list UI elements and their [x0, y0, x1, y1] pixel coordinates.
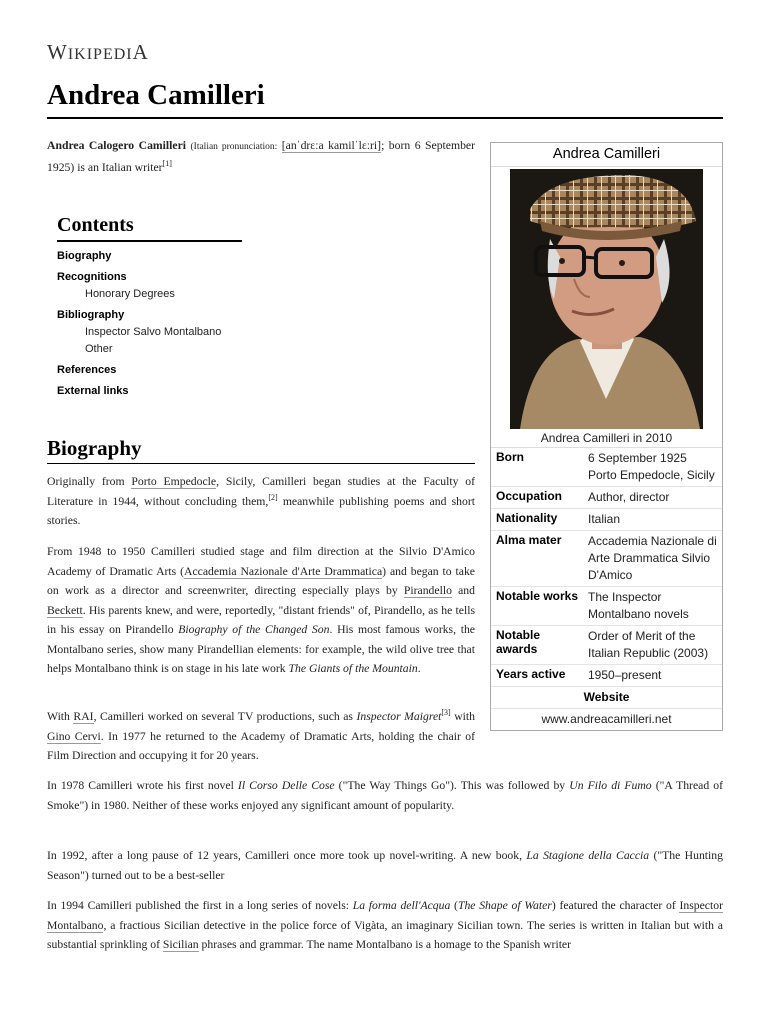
- infobox-value: Italian: [588, 512, 621, 526]
- toc-item-inspector-montalbano[interactable]: Inspector Salvo Montalbano: [85, 326, 222, 338]
- work-title: La Stagione della Caccia: [526, 849, 650, 862]
- toc-item-references[interactable]: References: [57, 364, 117, 376]
- text: ) and began to take on work as a director and screenwriter, directing especially plays by: [47, 564, 475, 597]
- infobox-value: 1950–present: [588, 668, 662, 682]
- biography-paragraph-4: [47, 776, 723, 815]
- infobox-title: Andrea Camilleri: [491, 143, 722, 167]
- infobox-label: Alma mater: [496, 533, 562, 547]
- pronunciation-label: (Italian pronunciation:: [190, 142, 278, 152]
- reference-link[interactable]: [2]: [268, 492, 278, 502]
- text: with: [450, 710, 475, 723]
- table-of-contents: [57, 214, 287, 400]
- text: . His most famous works, the Montalbano series, show many Pirandellian elements: for example, the wild olive tree that helps Montalbano think is on stage in his late work: [47, 623, 475, 675]
- intro-paragraph: [47, 136, 475, 177]
- infobox-row-occupation: [491, 487, 722, 509]
- toc-item-bibliography[interactable]: Bibliography: [57, 309, 125, 321]
- link-inspector-montalbano[interactable]: Inspector Montalbano: [47, 899, 723, 932]
- infobox-value: 6 September 1925 Porto Empedocle, Sicily: [588, 451, 715, 482]
- infobox-value[interactable]: The Inspector Montalbano novels: [588, 590, 689, 621]
- work-title: Inspector Maigret: [356, 710, 442, 723]
- text: . His parents knew, and were, reportedly, "distant friends" of, Pirandello, as he tells in his essay on Pirandello: [47, 603, 475, 636]
- wikipedia-wordmark[interactable]: [47, 40, 149, 65]
- wordmark-part: A: [132, 40, 149, 64]
- work-title: The Shape of Water: [457, 899, 552, 912]
- text: Originally from: [47, 475, 132, 488]
- text: (: [450, 899, 458, 912]
- work-title: Biography of the Changed Son: [178, 623, 330, 636]
- portrait-photo[interactable]: [510, 169, 703, 429]
- toc-item-external-links[interactable]: External links: [57, 385, 129, 397]
- infobox-row-years-active: [491, 665, 722, 687]
- infobox-label: Years active: [496, 667, 566, 681]
- reference-link[interactable]: [1]: [162, 158, 172, 168]
- biography-paragraph-2: [47, 542, 475, 679]
- link-porto-empedocle[interactable]: Porto Empedocle: [131, 475, 217, 488]
- intro-text: ; born 6 September 1925) is an Italian writer: [47, 139, 476, 174]
- infobox-row-notable-awards: [491, 626, 722, 665]
- text: . In 1977 he returned to the Academy of Dramatic Arts, holding the chair of Film Direction and occupying it for 20 years.: [47, 729, 476, 762]
- toc-item-recognitions[interactable]: Recognitions: [57, 271, 127, 283]
- wordmark-part: IKIPEDI: [67, 46, 133, 63]
- text: and: [451, 584, 475, 597]
- biography-paragraph-6: [47, 896, 723, 974]
- biography-paragraph-1: [47, 472, 475, 531]
- biography-paragraph-3: [47, 707, 475, 766]
- infobox-value: Author, director: [588, 490, 670, 504]
- text: ) featured the character of: [551, 899, 680, 912]
- infobox-row-notable-works: [491, 587, 722, 626]
- infobox-label: Notable awards: [496, 628, 541, 656]
- infobox-row-nationality: [491, 509, 722, 531]
- text: In 1978 Camilleri wrote his first novel: [47, 779, 238, 792]
- link-rai[interactable]: RAI: [73, 710, 94, 723]
- page-title: Andrea Camilleri: [47, 78, 723, 119]
- toc-title: Contents: [57, 214, 242, 242]
- toc-item-biography[interactable]: Biography: [57, 250, 112, 262]
- infobox-label: Occupation: [496, 489, 563, 503]
- text: phrases and grammar. The name Montalbano is a homage to the Spanish writer: [198, 938, 572, 951]
- wordmark-part: W: [47, 40, 68, 64]
- infobox-label: Nationality: [496, 511, 558, 525]
- subject-name: Andrea Calogero Camilleri: [47, 139, 187, 152]
- link-sicilian[interactable]: Sicilian: [162, 938, 199, 951]
- text: .: [417, 662, 421, 675]
- infobox-value[interactable]: Order of Merit of the Italian Republic (2003): [588, 629, 709, 660]
- portrait-illustration: [510, 169, 703, 429]
- toc-item-honorary-degrees[interactable]: Honorary Degrees: [85, 288, 175, 300]
- text: In 1994 Camilleri published the first in a long series of novels:: [47, 899, 353, 912]
- text: In 1992, after a long pause of 12 years, Camilleri once more took up novel-writing. A new book,: [47, 849, 527, 862]
- text: ("The Hunting Season") turned out to be a best-seller: [47, 849, 723, 882]
- text: ("The Way Things Go"). This was followed by: [334, 779, 570, 792]
- photo-caption: Andrea Camilleri in 2010: [491, 429, 722, 448]
- work-title: The Giants of the Mountain: [288, 662, 418, 675]
- work-title: Il Corso Delle Cose: [237, 779, 335, 792]
- text: ("A Thread of Smoke") in 1980. Neither of these works enjoyed any significant amount of popularity.: [47, 779, 723, 812]
- ipa-link[interactable]: [anˈdrɛːa kamilˈlɛːri]: [281, 139, 382, 152]
- reference-link[interactable]: [3]: [441, 708, 451, 718]
- infobox-label: Born: [496, 450, 524, 464]
- infobox-website-header: Website: [491, 687, 722, 709]
- link-beckett[interactable]: Beckett: [47, 603, 83, 617]
- link-pirandello[interactable]: Pirandello: [403, 584, 452, 597]
- link-gino-cervi[interactable]: Gino Cervi: [47, 729, 101, 743]
- biography-paragraph-5: [47, 846, 723, 885]
- link-accademia[interactable]: Accademia Nazionale d'Arte Drammatica: [184, 564, 383, 578]
- text: From 1948 to 1950 Camilleri studied stage and film direction at the Silvio D'Amico Academy of Dramatic Arts (: [47, 545, 475, 578]
- text: , Sicily, Camilleri began studies at the Faculty of Literature in 1944, without concluding them,: [47, 475, 475, 508]
- work-title: Un Filo di Fumo: [569, 779, 652, 792]
- toc-item-other[interactable]: Other: [85, 343, 113, 355]
- text: With: [47, 710, 74, 723]
- infobox-label: Notable works: [496, 589, 579, 603]
- text: meanwhile publishing poems and short stories.: [47, 494, 475, 527]
- infobox-value[interactable]: Accademia Nazionale di Arte Drammatica Silvio D'Amico: [588, 534, 717, 582]
- infobox-row-alma-mater: [491, 531, 722, 587]
- text: , Camilleri worked on several TV productions, such as: [93, 710, 357, 723]
- text: , a fractious Sicilian detective in the police force of Vigàta, an imaginary Sicilian town. The series is written in Italian but with a substantial sprinkling of: [47, 918, 723, 951]
- infobox: [490, 142, 723, 731]
- section-heading-biography: Biography: [47, 436, 475, 464]
- infobox-row-born: [491, 448, 722, 487]
- work-title: La forma dell'Acqua: [352, 899, 451, 912]
- website-link[interactable]: www.andreacamilleri.net: [541, 712, 672, 726]
